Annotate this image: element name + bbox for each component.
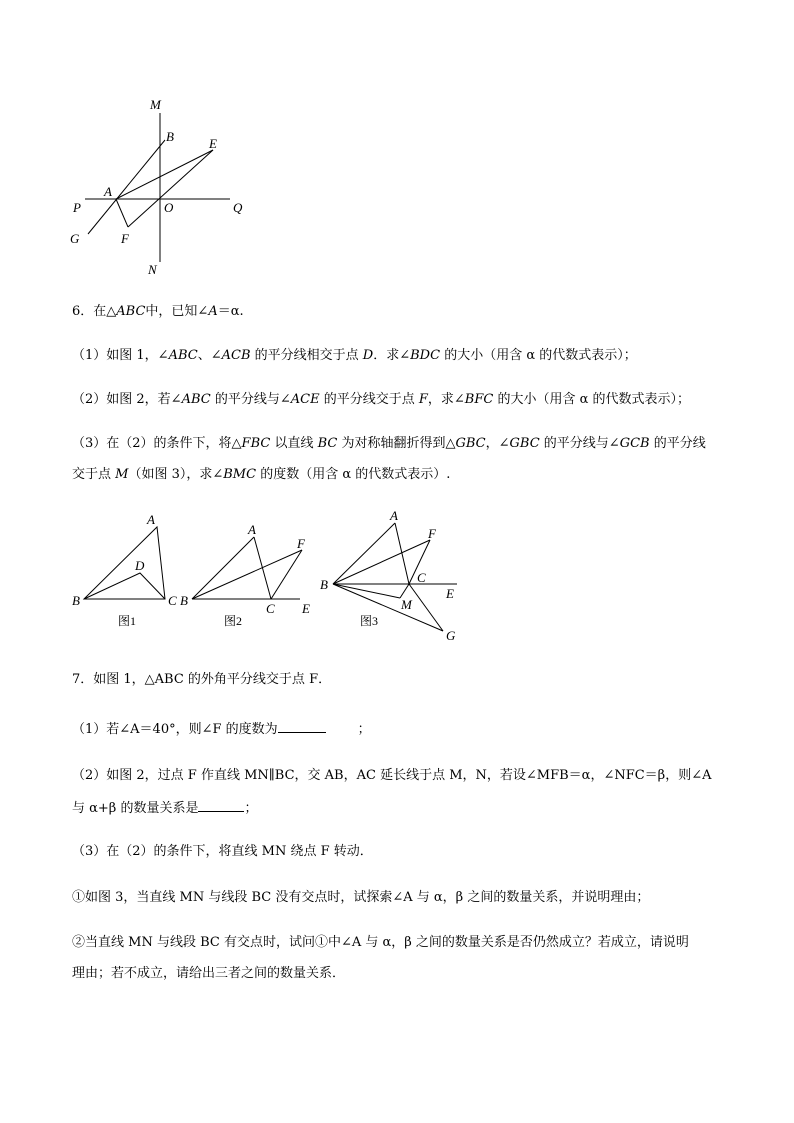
fig3-line-ac xyxy=(395,523,409,584)
fig3-line-bm xyxy=(333,584,400,598)
q7-part2-line2: 与 α+β 的数量关系是 ； xyxy=(72,797,732,819)
q7-part3: （3）在（2）的条件下，将直线 MN 绕点 F 转动． xyxy=(72,844,373,859)
fig3-label-m: M xyxy=(401,597,412,612)
fig3-label-a: A xyxy=(390,508,398,523)
fig2-label-a: A xyxy=(248,522,256,537)
fig1-caption: 图1 xyxy=(118,614,137,628)
label-b: B xyxy=(166,129,174,144)
answer-blank-2[interactable] xyxy=(198,797,244,812)
q6-part3-line1: （3）在（2）的条件下，将△FBC 以直线 BC 为对称轴翻折得到△GBC，∠GBC 的平分线与∠GCB 的平分线 xyxy=(72,436,706,451)
fig3-line-bf xyxy=(333,540,430,584)
label-f: F xyxy=(121,231,129,246)
fig3-label-e: E xyxy=(446,586,454,601)
fig2-line-bf xyxy=(192,550,302,599)
answer-blank-1[interactable] xyxy=(278,718,326,733)
q7-part1: （1）若∠A＝40°，则∠F 的度数为 ； xyxy=(72,718,732,740)
fig2-label-b: B xyxy=(180,593,188,608)
fig1-label-a: A xyxy=(147,512,155,527)
label-n: N xyxy=(148,262,157,277)
q6-part2: （2）如图 2，若∠ABC 的平分线与∠ACE 的平分线交于点 F，求∠BFC 的大小（用含 α 的代数式表示）； xyxy=(72,392,690,407)
line-ae xyxy=(116,150,213,199)
line-gb xyxy=(88,140,165,234)
figure-angle-bisector xyxy=(60,92,260,282)
fig3-line-ba xyxy=(333,523,395,584)
q7-case2-line2: 理由；若不成立，请给出三者之间的数量关系． xyxy=(72,966,346,981)
fig3-line-cm xyxy=(400,584,409,598)
fig2-label-f: F xyxy=(297,536,305,551)
fig1-triangle-abc xyxy=(84,527,165,599)
label-e: E xyxy=(209,136,217,151)
label-m: M xyxy=(150,97,161,112)
q7-case2-line1: ②当直线 MN 与线段 BC 有交点时，试问①中∠A 与 α，β 之间的数量关系是否仍然成立？若成立，请说明 xyxy=(72,935,689,950)
fig3-label-c: C xyxy=(417,570,426,585)
fig3-label-f: F xyxy=(428,526,436,541)
fig2-label-c: C xyxy=(266,601,275,616)
line-af xyxy=(116,199,128,227)
fig1-label-b: B xyxy=(72,593,80,608)
fig3-label-g: G xyxy=(446,628,456,643)
q6-part3-line2: 交于点 M（如图 3），求∠BMC 的度数（用含 α 的代数式表示）. xyxy=(72,467,451,482)
fig2-label-e: E xyxy=(302,601,310,616)
label-p: P xyxy=(73,200,81,215)
fig3-caption: 图3 xyxy=(360,614,379,628)
q7-case1: ①如图 3，当直线 MN 与线段 BC 没有交点时，试探索∠A 与 α，β 之间的数量关系，并说明理由； xyxy=(72,890,650,905)
fig2-line-ba xyxy=(192,537,254,599)
label-q: Q xyxy=(233,200,243,215)
label-a: A xyxy=(104,184,112,199)
fig2-caption: 图2 xyxy=(224,614,243,628)
fig1-label-c: C xyxy=(168,593,177,608)
label-o: O xyxy=(164,200,174,215)
q7-part2-line1: （2）如图 2，过点 F 作直线 MN∥BC，交 AB，AC 延长线于点 M，N，若设∠MFB＝α，∠NFC＝β，则∠A xyxy=(72,768,712,783)
q6-stem: 6．在△ABC中，已知∠A＝α. xyxy=(72,304,244,319)
q7-stem: 7．如图 1，△ABC 的外角平分线交于点 F． xyxy=(72,672,332,687)
fig3-label-b: B xyxy=(320,577,328,592)
figures-q6 xyxy=(60,500,480,645)
q6-part1: （1）如图 1，∠ABC、∠ACB 的平分线相交于点 D．求∠BDC 的大小（用含 α 的代数式表示）； xyxy=(72,348,637,363)
fig1-label-d: D xyxy=(135,558,145,573)
line-fe xyxy=(128,150,213,227)
label-g: G xyxy=(70,231,80,246)
fig1-bisectors-bdc xyxy=(84,573,165,599)
